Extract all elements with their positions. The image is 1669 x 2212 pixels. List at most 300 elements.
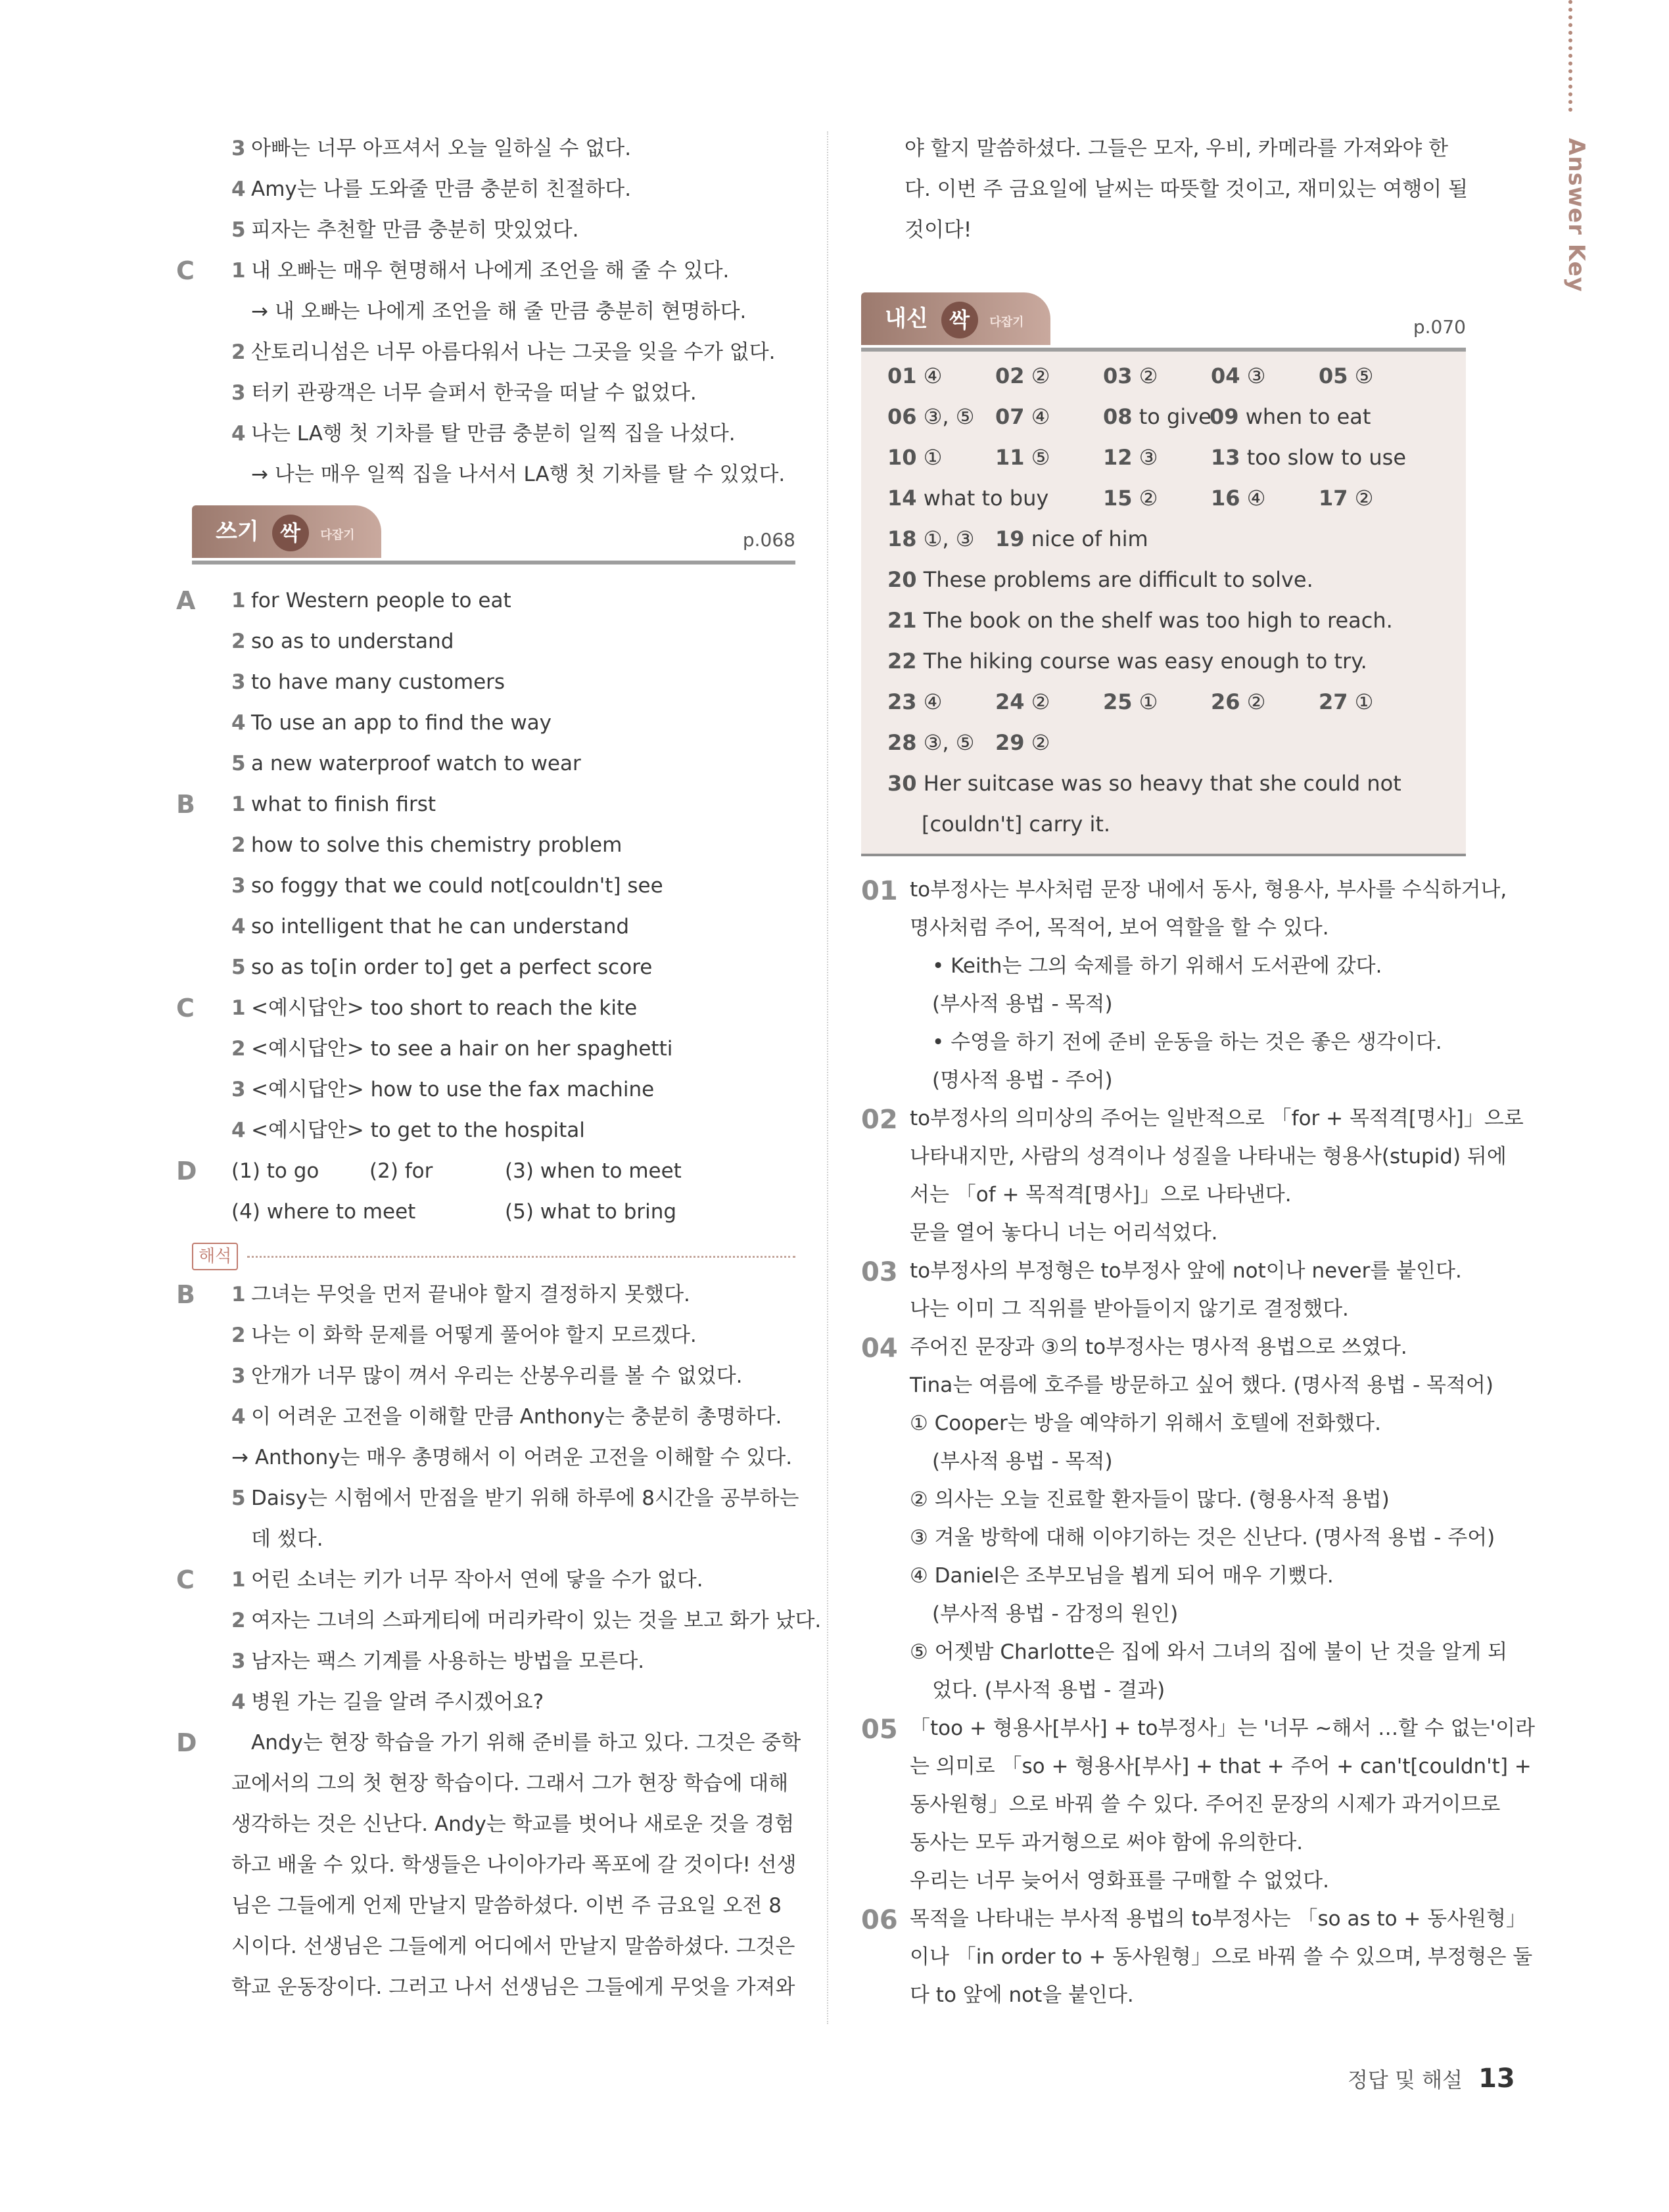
answer-value: ④ xyxy=(923,363,943,388)
answer-row xyxy=(887,722,1466,763)
text-line xyxy=(176,580,795,621)
explanation-line xyxy=(861,1519,1495,1557)
answer-value: The book on the shelf was too high to reach. xyxy=(923,608,1393,633)
question-number: 06 xyxy=(861,1905,898,1935)
answer-value: ③, ⑤ xyxy=(923,730,975,755)
answer-cell xyxy=(887,356,942,396)
explanation-text: 나는 이미 그 직위를 받아들이지 않기로 결정했다. xyxy=(910,1297,1349,1321)
d-marker: D xyxy=(176,1157,197,1186)
line-text: 시이다. 선생님은 그들에게 어디에서 만날지 말씀하셨다. 그것은 xyxy=(231,1935,795,1958)
question-number: 25 xyxy=(1103,689,1133,714)
line-text: Daisy는 시험에서 만점을 받기 위해 하루에 8시간을 공부하는 xyxy=(251,1486,799,1510)
right-column xyxy=(861,128,1536,2014)
answer-cell xyxy=(922,804,1110,844)
d-item-3: (3) when to meet xyxy=(505,1159,682,1183)
d-item-5: (5) what to bring xyxy=(505,1200,677,1224)
explanation-line xyxy=(861,1595,1466,1633)
answer-row xyxy=(887,804,1466,844)
answer-value: ⑤ xyxy=(1354,363,1374,388)
answer-value: ② xyxy=(1031,689,1050,714)
explanation-text: Tina는 여름에 호주를 방문하고 싶어 했다. (명사적 용법 - 목적어) xyxy=(910,1373,1493,1397)
text-line xyxy=(184,1478,799,1519)
answer-cell xyxy=(1103,437,1158,478)
text-line xyxy=(184,1069,795,1110)
text-line xyxy=(176,988,795,1028)
section-rule xyxy=(192,561,795,565)
section-marker: B xyxy=(176,790,195,819)
answer-cell xyxy=(1210,396,1371,437)
item-number: 5 xyxy=(231,218,246,242)
translations xyxy=(176,1274,822,2008)
question-number: 12 xyxy=(1103,445,1133,470)
explanation-line xyxy=(861,1176,1466,1214)
explanation-text: (부사적 용법 - 목적) xyxy=(932,1450,1113,1473)
answer-value: [couldn't] carry it. xyxy=(922,812,1111,837)
section-subtitle: 다잡기 xyxy=(320,528,355,542)
item-number: 3 xyxy=(231,137,246,160)
item-number: 4 xyxy=(231,1690,246,1714)
explanation-line xyxy=(861,909,1466,947)
line-text: so as to understand xyxy=(251,630,454,653)
item-number: 4 xyxy=(231,1118,246,1142)
line-text: 산토리니섬은 너무 아름다워서 나는 그곳을 잊을 수가 없다. xyxy=(251,340,776,364)
line-text: how to solve this chemistry problem xyxy=(251,833,623,857)
line-text: 나는 이 화학 문제를 어떻게 풀어야 할지 모르겠다. xyxy=(251,1324,697,1347)
answer-cell xyxy=(995,437,1050,478)
section-badge xyxy=(192,505,381,558)
text-line xyxy=(184,413,795,454)
explanation-text: 서는 「of + 목적격[명사]」으로 나타낸다. xyxy=(910,1183,1292,1207)
item-number: 2 xyxy=(231,1037,246,1061)
text-line: 것이다! xyxy=(905,218,972,242)
answer-cell xyxy=(995,681,1050,722)
line-text: 아빠는 너무 아프셔서 오늘 일하실 수 없다. xyxy=(251,137,632,160)
text-line xyxy=(184,332,795,373)
answer-row xyxy=(887,396,1466,437)
explanation-line xyxy=(861,1138,1507,1176)
explanation-line xyxy=(861,1481,1466,1519)
text-line xyxy=(184,1641,795,1682)
text-line xyxy=(184,1519,795,1559)
explanation-line xyxy=(861,1976,1466,2014)
line-text: 나는 LA행 첫 기차를 탈 만큼 충분히 일찍 집을 나섰다. xyxy=(251,422,736,446)
explanation-line xyxy=(861,947,1466,985)
explanation-line xyxy=(861,1061,1466,1099)
line-text: 내 오빠는 매우 현명해서 나에게 조언을 해 줄 수 있다. xyxy=(251,259,730,283)
line-text: <예시답안> too short to reach the kite xyxy=(251,996,638,1020)
explanation-line xyxy=(861,1557,1466,1595)
question-number: 18 xyxy=(887,526,917,551)
explanation-text: 「too + 형용사[부사] + to부정사」는 '너무 ~해서 …할 수 없는'이라 xyxy=(910,1717,1536,1740)
item-number: 3 xyxy=(231,381,246,405)
line-text: so foggy that we could not[couldn't] see xyxy=(251,874,663,898)
explanation-line xyxy=(861,1442,1466,1481)
line-text: 이 어려운 고전을 이해할 만큼 Anthony는 충분히 총명하다. xyxy=(251,1405,782,1429)
line-text: Amy는 나를 도와줄 만큼 충분히 친절하다. xyxy=(251,177,632,201)
answer-value: to give xyxy=(1139,404,1211,429)
text-line xyxy=(184,373,795,413)
text-line xyxy=(184,169,795,210)
item-number: 3 xyxy=(231,670,246,694)
text-line xyxy=(184,128,795,169)
text-line xyxy=(184,662,795,703)
explanation-line xyxy=(861,985,1466,1023)
section-marker: C xyxy=(176,994,195,1023)
answer-row xyxy=(887,641,1466,681)
answer-value: ⑤ xyxy=(1031,445,1050,470)
explanation-text: (명사적 용법 - 주어) xyxy=(932,1069,1113,1092)
exam-section-header xyxy=(861,292,1466,352)
explanation-line xyxy=(861,871,1507,909)
answer-cell xyxy=(887,518,974,559)
text-line xyxy=(184,743,795,784)
explanation-text: 우리는 너무 늦어서 영화표를 구매할 수 없었다. xyxy=(910,1869,1329,1893)
item-number: 3 xyxy=(231,1078,246,1101)
text-line xyxy=(176,250,795,291)
text-line xyxy=(184,1682,795,1722)
explanation-text: to부정사의 의미상의 주어는 일반적으로 「for + 목적격[명사]」으로 xyxy=(910,1107,1524,1130)
line-text: Andy는 현장 학습을 가기 위해 준비를 하고 있다. 그것은 중학 xyxy=(251,1731,801,1755)
answer-value: ① xyxy=(1354,689,1374,714)
answer-rows xyxy=(861,356,1466,844)
line-text: to have many customers xyxy=(251,670,505,694)
answer-row xyxy=(887,681,1466,722)
answer-cell xyxy=(887,681,942,722)
explanation-line xyxy=(861,1214,1466,1252)
translation-dotted-rule xyxy=(247,1256,795,1258)
side-tab xyxy=(1555,138,1595,302)
answer-value: ④ xyxy=(1246,486,1266,511)
explanation-text: 다 to 앞에 not을 붙인다. xyxy=(910,1983,1134,2007)
answer-row xyxy=(887,559,1466,600)
footer-label: 정답 및 해설 xyxy=(1348,2067,1463,2092)
explanation-text: • Keith는 그의 숙제를 하기 위해서 도서관에 갔다. xyxy=(932,954,1382,978)
explanation-line xyxy=(861,1404,1466,1442)
item-number: 4 xyxy=(231,711,246,735)
answer-value: ④ xyxy=(1031,404,1050,429)
answer-cell xyxy=(1211,478,1265,518)
explanation-line xyxy=(861,1023,1466,1061)
text-line xyxy=(176,1722,801,1763)
translation-header xyxy=(192,1239,795,1272)
line-text: → 나는 매우 일찍 집을 나서서 LA행 첫 기차를 탈 수 있었다. xyxy=(251,463,786,486)
explanation-text: ① Cooper는 방을 예약하기 위해서 호텔에 전화했다. xyxy=(910,1412,1381,1435)
answer-value: when to eat xyxy=(1245,404,1371,429)
question-number: 07 xyxy=(995,404,1025,429)
explanation-text: 는 의미로 「so + 형용사[부사] + that + 주어 + can't[couldn't] + xyxy=(910,1755,1532,1778)
line-text: a new waterproof watch to wear xyxy=(251,752,581,775)
d-answer-row-1 xyxy=(176,1151,795,1191)
text-line xyxy=(184,703,795,743)
line-text: 피자는 추천할 만큼 충분히 맛있었다. xyxy=(251,218,579,242)
answer-value: ③ xyxy=(1246,363,1266,388)
text-line xyxy=(184,1600,822,1641)
explanation-text: (부사적 용법 - 감정의 원인) xyxy=(932,1602,1179,1626)
answer-row xyxy=(887,356,1466,396)
explanation-text: to부정사의 부정형은 to부정사 앞에 not이나 never를 붙인다. xyxy=(910,1259,1462,1283)
section-page-ref: p.070 xyxy=(1413,316,1466,338)
explanation-text: (부사적 용법 - 목적) xyxy=(932,992,1113,1016)
question-number: 23 xyxy=(887,689,917,714)
line-text: <예시답안> how to use the fax machine xyxy=(251,1078,655,1101)
explanation-line xyxy=(861,1900,1527,1938)
question-number: 13 xyxy=(1211,445,1240,470)
answer-value: ③, ⑤ xyxy=(923,404,975,429)
item-number: 1 xyxy=(231,996,246,1020)
answer-cell xyxy=(1103,396,1211,437)
question-number: 03 xyxy=(1103,363,1133,388)
explanation-text: 명사처럼 주어, 목적어, 보어 역할을 할 수 있다. xyxy=(910,916,1329,940)
line-text: → 내 오빠는 나에게 조언을 해 줄 만큼 충분히 현명하다. xyxy=(251,300,747,323)
line-text: <예시답안> to get to the hospital xyxy=(251,1118,585,1142)
section-badge xyxy=(861,292,1050,345)
question-number: 14 xyxy=(887,486,917,511)
question-number: 24 xyxy=(995,689,1025,714)
explanation-line xyxy=(861,1252,1466,1290)
side-tab-label: Answer Key xyxy=(1563,138,1589,292)
text-line xyxy=(184,1967,795,2008)
section-title: 쓰기 xyxy=(216,518,259,545)
line-text: 교에서의 그의 첫 현장 학습이다. 그래서 그가 현장 학습에 대해 xyxy=(231,1772,789,1795)
explanation-text: 문을 열어 놓다니 너는 어리석었다. xyxy=(910,1221,1218,1245)
section-marker: C xyxy=(176,1565,195,1594)
answer-cell xyxy=(1103,478,1158,518)
section-circle: 싹 xyxy=(272,515,309,551)
item-number: 4 xyxy=(231,177,246,201)
explanation-line xyxy=(861,1862,1466,1900)
d-answers xyxy=(176,1151,795,1232)
item-number: 2 xyxy=(231,1324,246,1347)
text-line xyxy=(184,1315,795,1356)
question-number: 02 xyxy=(861,1105,898,1135)
explanation-text: 었다. (부사적 용법 - 결과) xyxy=(932,1678,1165,1702)
answer-value: ③ xyxy=(1139,445,1158,470)
question-number: 04 xyxy=(861,1333,898,1364)
text-line: 다. 이번 주 금요일에 날씨는 따뜻할 것이고, 재미있는 여행이 될 xyxy=(905,177,1469,201)
question-number: 03 xyxy=(861,1257,898,1287)
answer-cell xyxy=(887,722,974,763)
item-number: 1 xyxy=(231,259,246,283)
line-text: for Western people to eat xyxy=(251,589,511,612)
text-line xyxy=(184,1885,795,1926)
section-marker: B xyxy=(176,1280,195,1309)
explanation-line xyxy=(861,1786,1501,1824)
explanation-line xyxy=(861,1633,1508,1671)
left-column xyxy=(176,128,822,2008)
item-number: 5 xyxy=(231,1486,246,1510)
answer-cell xyxy=(887,559,1313,600)
answer-value: Her suitcase was so heavy that she could not xyxy=(923,771,1401,796)
explanation-text: 이나 「in order to + 동사원형」으로 바꿔 쓸 수 있으며, 부정형은 둘 xyxy=(910,1945,1533,1969)
answer-row xyxy=(887,518,1466,559)
explanation-text: to부정사는 부사처럼 문장 내에서 동사, 형용사, 부사를 수식하거나, xyxy=(910,878,1507,902)
explanation-text: • 수영을 하기 전에 준비 운동을 하는 것은 좋은 생각이다. xyxy=(932,1030,1442,1054)
answer-value: ② xyxy=(1031,363,1050,388)
section-title: 내신 xyxy=(885,306,928,332)
item-number: 3 xyxy=(231,874,246,898)
question-number: 20 xyxy=(887,567,917,592)
explanation-line xyxy=(861,1938,1533,1976)
text-line xyxy=(184,291,795,332)
answer-cell xyxy=(887,641,1367,681)
answer-cell xyxy=(887,600,1393,641)
answer-cell xyxy=(995,518,1148,559)
right-top-translation xyxy=(861,128,1469,250)
item-number: 5 xyxy=(231,752,246,775)
section-subtitle: 다잡기 xyxy=(989,315,1024,329)
section-rule xyxy=(861,348,1466,352)
question-number: 16 xyxy=(1211,486,1240,511)
explanation-text: ③ 겨울 방학에 대해 이야기하는 것은 신난다. (명사적 용법 - 주어) xyxy=(910,1526,1495,1550)
d-item-1: (1) to go xyxy=(231,1159,319,1183)
item-number: 1 xyxy=(231,1568,246,1592)
answer-value: ② xyxy=(1031,730,1050,755)
explanation-line xyxy=(861,1366,1493,1404)
item-number: 2 xyxy=(231,1609,246,1632)
explanation-line xyxy=(861,1290,1466,1328)
text-line xyxy=(184,1356,795,1396)
explanation-line xyxy=(861,1824,1466,1862)
item-number: 3 xyxy=(231,1364,246,1388)
answer-value: too slow to use xyxy=(1246,445,1406,470)
text-line xyxy=(176,1559,795,1600)
line-text: → Anthony는 매우 총명해서 이 어려운 고전을 이해할 수 있다. xyxy=(231,1446,793,1469)
left-top-translations xyxy=(176,128,795,495)
answer-cell xyxy=(1319,356,1373,396)
answer-cell xyxy=(1211,356,1265,396)
answer-value: ② xyxy=(1354,486,1374,511)
answer-value: These problems are difficult to solve. xyxy=(923,567,1313,592)
question-number: 04 xyxy=(1211,363,1240,388)
answer-cell xyxy=(1319,681,1373,722)
text-line xyxy=(184,621,795,662)
answer-box xyxy=(861,352,1466,856)
question-number: 10 xyxy=(887,445,917,470)
item-number: 1 xyxy=(231,589,246,612)
explanation-text: 목적을 나타내는 부사적 용법의 to부정사는 「so as to + 동사원형」 xyxy=(910,1907,1527,1931)
line-text: 학교 운동장이다. 그러고 나서 선생님은 그들에게 무엇을 가져와 xyxy=(231,1975,795,1999)
text-line xyxy=(184,1926,795,1967)
side-tab-dots xyxy=(1568,0,1579,112)
answer-value: ② xyxy=(1246,689,1266,714)
question-number: 11 xyxy=(995,445,1025,470)
translation-label: 해석 xyxy=(192,1243,238,1270)
question-number: 17 xyxy=(1319,486,1348,511)
answer-value: The hiking course was easy enough to try. xyxy=(923,649,1367,674)
section-circle: 싹 xyxy=(941,302,978,338)
text-line xyxy=(184,454,795,495)
text-line: 야 할지 말씀하셨다. 그들은 모자, 우비, 카메라를 가져와야 한 xyxy=(905,137,1449,160)
explanation-line xyxy=(861,1747,1532,1786)
line-text: 하고 배울 수 있다. 학생들은 나이아가라 폭포에 갈 것이다! 선생 xyxy=(231,1853,797,1877)
question-number: 01 xyxy=(861,876,898,906)
explanation-text: 동사원형」으로 바꿔 쓸 수 있다. 주어진 문장의 시제가 과거이므로 xyxy=(910,1793,1501,1816)
answer-cell xyxy=(887,478,1048,518)
answer-cell xyxy=(887,437,942,478)
d-item-2: (2) for xyxy=(369,1159,433,1183)
question-number: 19 xyxy=(995,526,1025,551)
line-text: 생각하는 것은 신난다. Andy는 학교를 벗어나 새로운 것을 경험 xyxy=(231,1812,795,1836)
column-divider xyxy=(827,131,828,2024)
text-line xyxy=(184,210,795,250)
section-marker: D xyxy=(176,1728,197,1757)
explanation-text: ② 의사는 오늘 진료할 환자들이 많다. (형용사적 용법) xyxy=(910,1488,1390,1511)
answer-cell xyxy=(1211,681,1265,722)
line-text: 안개가 너무 많이 껴서 우리는 산봉우리를 볼 수 없었다. xyxy=(251,1364,743,1388)
answer-cell xyxy=(887,396,974,437)
answer-value: ① xyxy=(1139,689,1158,714)
d-answer-row-2 xyxy=(184,1191,795,1232)
text-line xyxy=(176,1274,795,1315)
answer-row xyxy=(887,478,1466,518)
item-number: 1 xyxy=(231,1283,246,1306)
answer-value: what to buy xyxy=(923,486,1049,511)
question-number: 02 xyxy=(995,363,1025,388)
text-line xyxy=(184,865,795,906)
question-number: 27 xyxy=(1319,689,1348,714)
answer-cell xyxy=(1103,356,1158,396)
item-number: 1 xyxy=(231,793,246,816)
writing-section-header xyxy=(192,505,795,565)
text-line xyxy=(184,1763,795,1804)
explanation-line xyxy=(861,1328,1466,1366)
question-number: 05 xyxy=(861,1715,898,1745)
line-text: 여자는 그녀의 스파게티에 머리카락이 있는 것을 보고 화가 났다. xyxy=(251,1609,822,1632)
explanation-text: 나타내지만, 사람의 성격이나 성질을 나타내는 형용사(stupid) 뒤에 xyxy=(910,1145,1507,1168)
text-line xyxy=(176,784,795,825)
line-text: To use an app to find the way xyxy=(251,711,552,735)
explanation-line xyxy=(861,1099,1524,1138)
line-text: 님은 그들에게 언제 만날지 말씀하셨다. 이번 주 금요일 오전 8 xyxy=(231,1894,782,1918)
question-number: 30 xyxy=(887,771,917,796)
answer-value: ① xyxy=(923,445,943,470)
explanation-text: ④ Daniel은 조부모님을 뵙게 되어 매우 기뻤다. xyxy=(910,1564,1334,1588)
question-number: 08 xyxy=(1103,404,1133,429)
answer-cell xyxy=(887,763,1401,804)
writing-answers xyxy=(176,580,795,1151)
text-line xyxy=(184,906,795,947)
answer-row xyxy=(887,437,1466,478)
line-text: 병원 가는 길을 알려 주시겠어요? xyxy=(251,1690,544,1714)
question-number: 01 xyxy=(887,363,917,388)
footer xyxy=(1348,2063,1515,2094)
answer-cell xyxy=(1211,437,1406,478)
explanation-text: 주어진 문장과 ③의 to부정사는 명사적 용법으로 쓰였다. xyxy=(910,1335,1407,1359)
question-number: 05 xyxy=(1319,363,1348,388)
explanation-line xyxy=(861,1671,1466,1709)
answer-row xyxy=(887,600,1466,641)
section-marker: A xyxy=(176,586,196,615)
line-text: <예시답안> to see a hair on her spaghetti xyxy=(251,1037,673,1061)
answer-cell xyxy=(995,356,1050,396)
question-number: 22 xyxy=(887,649,917,674)
page-number: 13 xyxy=(1478,2063,1515,2094)
section-page-ref: p.068 xyxy=(742,529,795,551)
item-number: 3 xyxy=(231,1649,246,1673)
text-line xyxy=(184,1028,795,1069)
question-number: 09 xyxy=(1210,404,1239,429)
question-number: 29 xyxy=(995,730,1025,755)
answer-value: ② xyxy=(1139,486,1158,511)
text-line xyxy=(184,947,795,988)
line-text: what to finish first xyxy=(251,793,436,816)
text-line xyxy=(184,825,795,865)
line-text: 그녀는 무엇을 먼저 끝내야 할지 결정하지 못했다. xyxy=(251,1283,690,1306)
line-text: so as to[in order to] get a perfect score xyxy=(251,956,653,979)
line-text: 터키 관광객은 너무 슬퍼서 한국을 떠날 수 없었다. xyxy=(251,381,697,405)
text-line xyxy=(184,1845,795,1885)
item-number: 4 xyxy=(231,422,246,446)
